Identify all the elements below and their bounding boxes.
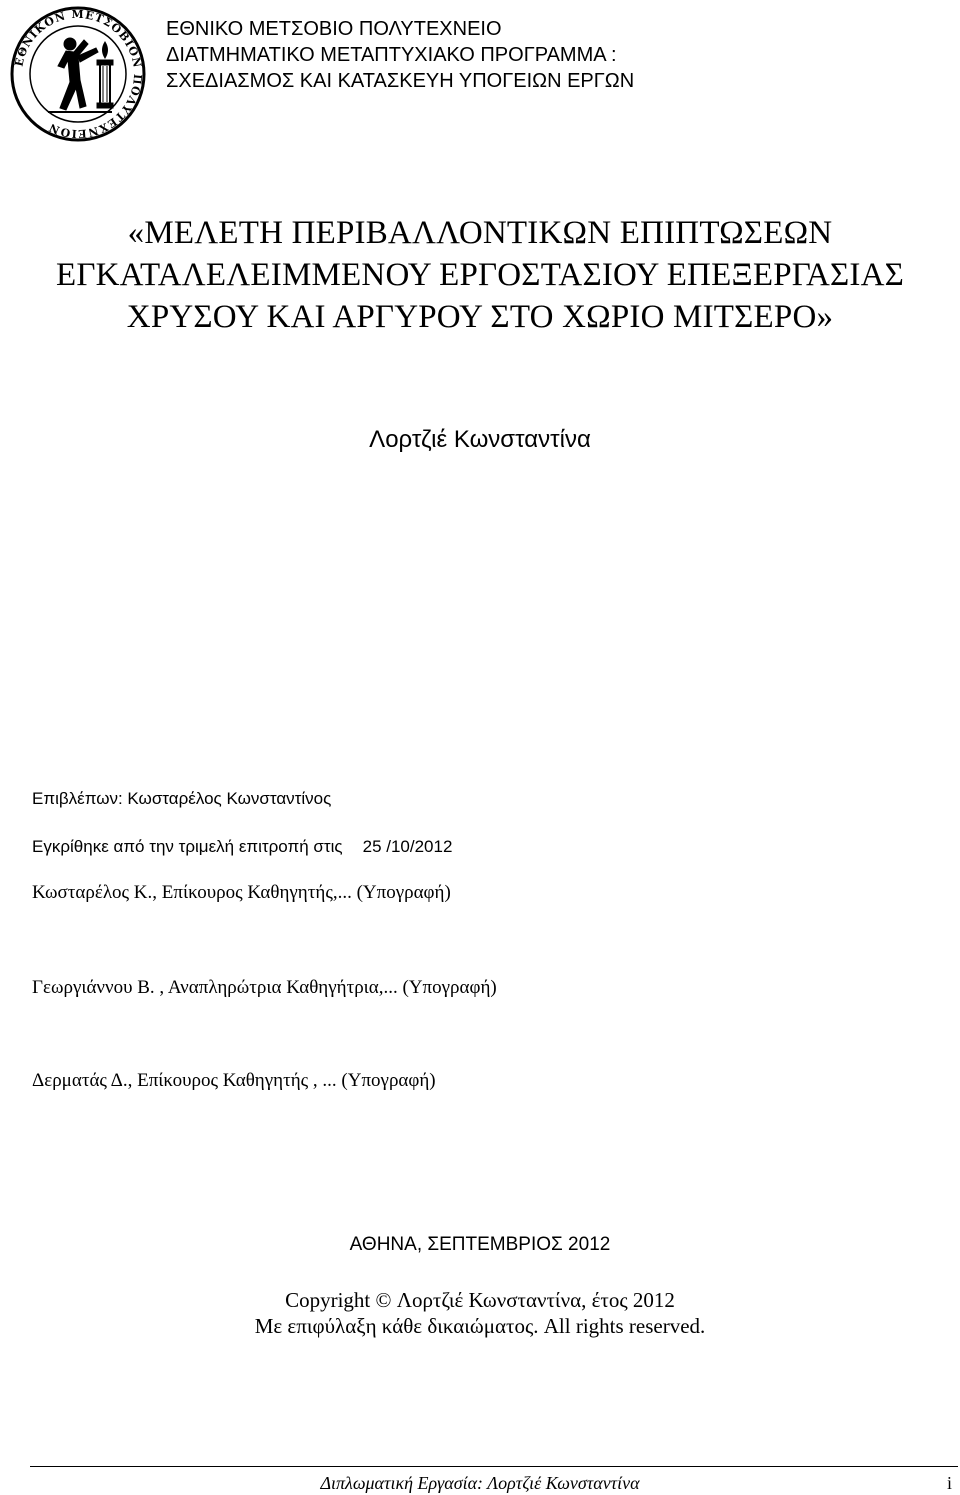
title-line-3: ΧΡΥΣΟΥ ΚΑΙ ΑΡΓΥΡΟΥ ΣΤΟ ΧΩΡΙΟ ΜΙΤΣΕΡΟ» <box>126 299 834 335</box>
svg-text:ΕΘΝΙΚΟΝ ΜΕΤΣΟΒΙΟΝ ΠΟΛΥΤΕΧΝΕΙΟΝ: ΕΘΝΙΚΟΝ ΜΕΤΣΟΒΙΟΝ ΠΟΛΥΤΕΧΝΕΙΟΝ <box>12 7 145 141</box>
page-number: i <box>946 1473 952 1493</box>
institution-header <box>166 16 634 94</box>
program-name: ΔΙΑΤΜΗΜΑΤΙΚΟ ΜΕΤΑΠΤΥΧΙΑΚΟ ΠΡΟΓΡΑΜΜΑ : <box>166 44 617 66</box>
place-date: ΑΘΗΝΑ, ΣΕΠΤΕΜΒΡΙΟΣ 2012 <box>349 1234 611 1255</box>
approval-line <box>32 836 452 858</box>
author-name: Λορτζιέ Κωνσταντίνα <box>369 426 591 453</box>
supervisor-line: Επιβλέπων: Κωσταρέλος Κωνσταντίνος <box>32 789 332 808</box>
committee-member-2: Γεωργιάννου Β. , Αναπληρώτρια Καθηγήτρια,... (Υπογραφή) <box>32 977 497 998</box>
university-seal-icon <box>8 4 148 144</box>
committee-member-1: Κωσταρέλος Κ., Επίκουρος Καθηγητής,... (Υπογραφή) <box>32 882 451 903</box>
approval-text: Εγκρίθηκε από την τριμελή επιτροπή στις <box>32 837 343 856</box>
approval-date: 25 /10/2012 <box>362 837 453 856</box>
institution-name: ΕΘΝΙΚΟ ΜΕΤΣΟΒΙΟ ΠΟΛΥΤΕΧΝΕΙΟ <box>166 18 502 40</box>
thesis-title <box>0 212 960 338</box>
title-line-1: «ΜΕΛΕΤΗ ΠΕΡΙΒΑΛΛΟΝΤΙΚΩΝ ΕΠΙΠΤΩΣΕΩΝ <box>127 215 833 251</box>
committee-member-3: Δερματάς Δ., Επίκουρος Καθηγητής , ... (Υπογραφή) <box>32 1070 436 1091</box>
copyright-line-1: Copyright © Λορτζιέ Κωνσταντίνα, έτος 2012 <box>285 1288 675 1312</box>
title-line-2: ΕΓΚΑΤΑΛΕΛΕΙΜΜΕΝΟΥ ΕΡΓΟΣΤΑΣΙΟΥ ΕΠΕΞΕΡΓΑΣΙΑΣ <box>55 257 905 293</box>
program-subtitle: ΣΧΕΔΙΑΣΜΟΣ ΚΑΙ ΚΑΤΑΣΚΕΥΗ ΥΠΟΓΕΙΩΝ ΕΡΓΩΝ <box>166 70 635 92</box>
footer-divider <box>30 1466 958 1467</box>
footer-text: Διπλωματική Εργασία: Λορτζιέ Κωνσταντίνα <box>320 1473 640 1493</box>
copyright-line-2: Με επιφύλαξη κάθε δικαιώματος. All rights reserved. <box>254 1314 706 1338</box>
copyright-notice <box>0 1287 960 1339</box>
